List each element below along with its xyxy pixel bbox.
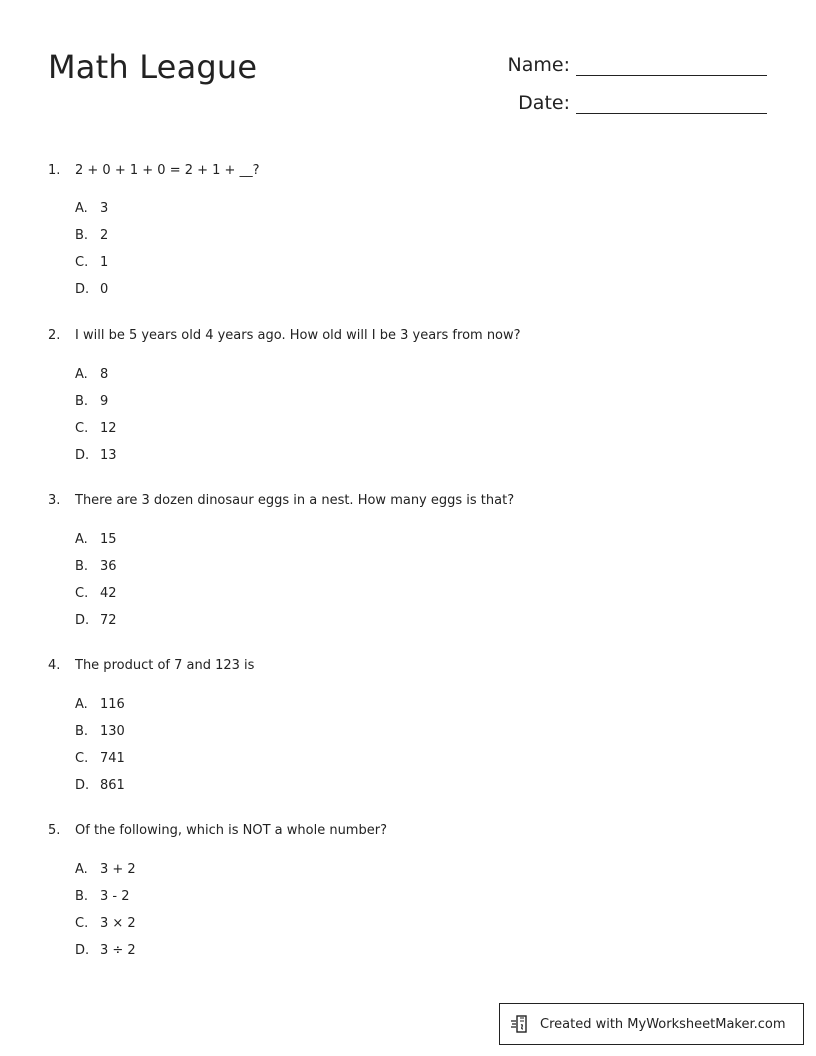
question-number: 2. (48, 328, 61, 343)
option-text: 12 (100, 421, 117, 436)
option-text: 861 (100, 778, 125, 793)
option-text: 3 + 2 (100, 862, 136, 877)
worksheet-maker-logo-icon (510, 1013, 532, 1035)
date-blank-line[interactable] (576, 95, 767, 114)
footer-text: Created with MyWorksheetMaker.com (540, 1016, 786, 1032)
option-text: 9 (100, 394, 109, 409)
option-letter: C. (75, 421, 89, 436)
option-text: 15 (100, 532, 117, 547)
option-text: 130 (100, 724, 125, 739)
option-text: 3 (100, 201, 109, 216)
date-field (490, 92, 767, 114)
question-number: 1. (48, 163, 61, 178)
question-text: I will be 5 years old 4 years ago. How old will I be 3 years from now? (75, 328, 521, 343)
name-label: Name: (507, 54, 570, 76)
option-letter: C. (75, 255, 89, 270)
question-text: There are 3 dozen dinosaur eggs in a nest. How many eggs is that? (75, 493, 515, 508)
option-text: 741 (100, 751, 125, 766)
worksheet-title: Math League (48, 48, 258, 86)
option-text: 1 (100, 255, 109, 270)
option-text: 3 × 2 (100, 916, 136, 931)
option-text: 42 (100, 586, 117, 601)
option-text: 116 (100, 697, 125, 712)
option-letter: B. (75, 724, 89, 739)
option-letter: A. (75, 697, 88, 712)
option-letter: A. (75, 862, 88, 877)
date-label: Date: (518, 92, 570, 114)
option-text: 3 - 2 (100, 889, 130, 904)
option-letter: A. (75, 367, 88, 382)
option-letter: B. (75, 889, 89, 904)
question-number: 5. (48, 823, 61, 838)
option-text: 13 (100, 448, 117, 463)
option-letter: D. (75, 778, 90, 793)
option-letter: A. (75, 201, 88, 216)
option-text: 72 (100, 613, 117, 628)
option-letter: A. (75, 532, 88, 547)
name-field (490, 54, 767, 76)
option-letter: B. (75, 228, 89, 243)
question-text: Of the following, which is NOT a whole number? (75, 823, 387, 838)
name-blank-line[interactable] (576, 57, 767, 76)
option-letter: D. (75, 282, 90, 297)
option-letter: D. (75, 613, 90, 628)
question-text: The product of 7 and 123 is (75, 658, 255, 673)
question-number: 3. (48, 493, 61, 508)
option-letter: C. (75, 751, 89, 766)
option-letter: D. (75, 448, 90, 463)
question-number: 4. (48, 658, 61, 673)
footer-credit-box[interactable] (499, 1003, 804, 1045)
option-text: 2 (100, 228, 109, 243)
option-letter: C. (75, 916, 89, 931)
option-text: 3 ÷ 2 (100, 943, 136, 958)
option-letter: C. (75, 586, 89, 601)
option-letter: B. (75, 559, 89, 574)
option-letter: D. (75, 943, 90, 958)
option-text: 0 (100, 282, 109, 297)
option-text: 8 (100, 367, 109, 382)
question-text: 2 + 0 + 1 + 0 = 2 + 1 + __? (75, 163, 260, 178)
option-text: 36 (100, 559, 117, 574)
option-letter: B. (75, 394, 89, 409)
